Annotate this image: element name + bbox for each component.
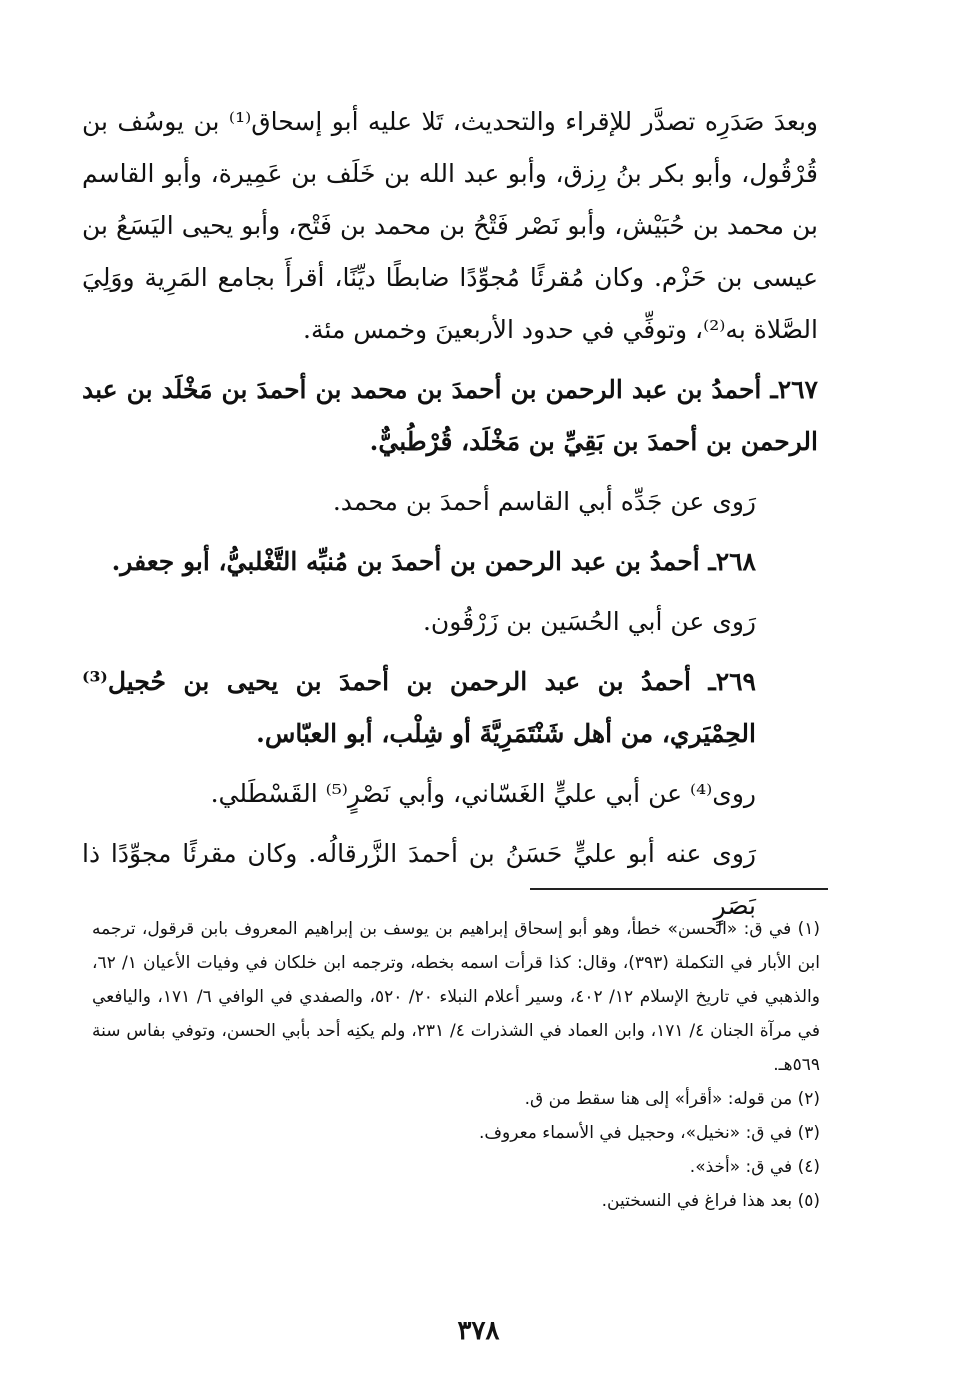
entry-269-text-1: روى⁽⁴⁾ عن أبي عليٍّ الغَسّاني، وأبي نَصْرٍ⁽⁵⁾ القَسْطَلي. [210,779,756,808]
footnote-2: (٢) من قوله: «أقرأ» إلى هنا سقط من ق. [524,1089,820,1109]
entry-267-text: رَوى عن جَدِّه أبي القاسم أحمدَ بن محمد. [332,487,756,516]
entry-268-heading: ٢٦٨ـ أحمدُ بن عبد الرحمن بن أحمدَ بن مُنبِّه التَّغْلبيُّ، أبو جعفر. [111,547,756,576]
entry-269-text-2: رَوى عنه أبو عليٍّ حَسَنُ بن أحمدَ الزَّرقالُه. وكان مقرئًا مجوِّدًا ذا بَصَرٍ [82,839,756,920]
page-number: ٣٧٨ [457,1316,500,1346]
footnote-5: (٥) بعد هذا فراغ في النسختين. [601,1191,820,1211]
footnotes [92,912,820,1218]
paragraph-continuation: وبعدَ صَدَرِه تصدَّر للإقراء والتحديث، تَلا عليه أبو إسحاق⁽¹⁾ بن يوسُف بن قُرْقُول، وأبو بكر بنُ رِزق، وأبو عبد الله بن خَلَف بن عَمِيرة، وأبو القاسم بن محمد بن حُبَيْش، وأبو نَصْر فَتْحُ بن محمد بن فَتْح، وأبو يحيى اليَسَعُ بن عيسى بن حَزْم. وكان مُقرئًا مُجوِّدًا ضابطًا ديِّنًا، أقرأَ بجامع المَرِية ووَلِيَ الصَّلاة به⁽²⁾، وتوفِّي في حدود الأربعينَ وخمس مئة. [82,107,818,344]
main-text [82,96,818,940]
entry-269-heading: ٢٦٩ـ أحمدُ بن عبد الرحمن بن أحمدَ بن يحيى بن حُجيل⁽³⁾ الحِمْيَري، من أهل شَنْتَمَرِيَّةَ أو شِلْب، أبو العبّاس. [82,667,756,748]
footnote-separator [530,888,828,890]
footnote-4: (٤) في ق: «أخذ». [689,1157,820,1177]
footnote-3: (٣) في ق: «نخيل»، وحجيل في الأسماء معروف. [478,1123,820,1143]
entry-267-heading: ٢٦٧ـ أحمدُ بن عبد الرحمن بن أحمدَ بن محمد بن أحمدَ بن مَخْلَد بن عبد الرحمن بن أحمدَ بن بَقِيِّ بن مَخْلَد، قُرْطُبيٌّ. [82,375,818,456]
entry-268-text: رَوى عن أبي الحُسَين بن زَرْقُون. [422,607,756,636]
footnote-1: (١) في ق: «الحسن» خطأ، وهو أبو إسحاق إبراهيم بن يوسف بن إبراهيم المعروف بابن قرقول، ترجمه ابن الأبار في التكملة (٣٩٣)، وقال: كذا قرأت اسمه بخطه، وترجمه ابن خلكان في وفيات الأعيان ١/ ٦٢، والذهبي في تاريخ الإسلام ١٢/ ٤٠٢، وسير أعلام النبلاء ٢٠/ ٥٢٠، والصفدي في الوافي ٦/ ١٧١، واليافعي في مرآة الجنان ٤/ ١٧١، وابن العماد في الشذرات ٤/ ٢٣١، ولم يكنِه أحد بأبي الحسن، وتوفي بفاس سنة ٥٦٩هـ. [92,919,820,1075]
